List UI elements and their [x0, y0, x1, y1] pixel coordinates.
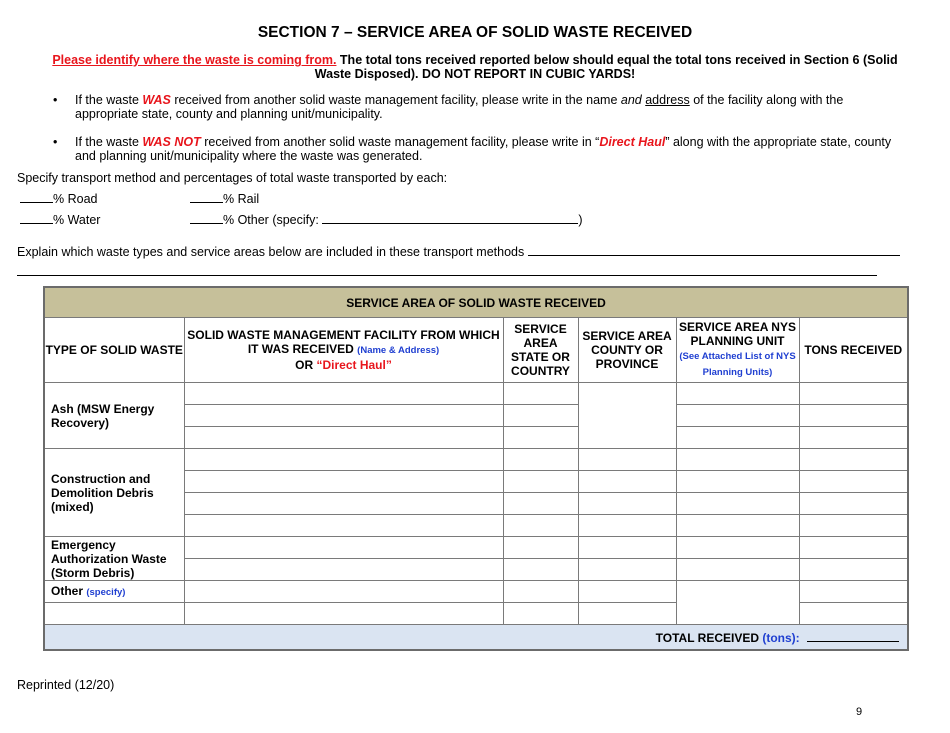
county-cell[interactable]	[578, 449, 676, 471]
col-header-state: SERVICE AREA STATE OR COUNTRY	[503, 318, 578, 383]
state-cell[interactable]	[503, 559, 578, 581]
intro-text	[40, 53, 910, 81]
col-header-nys: SERVICE AREA NYS PLANNING UNIT (See Attached List of NYS Planning Units)	[676, 318, 799, 383]
bullet-was-not: • If the waste WAS NOT received from another solid waste management facility, please write in “Direct Haul” along with the appropriate state, county and planning unit/municipality where the waste was generated.	[53, 135, 892, 163]
state-cell[interactable]	[503, 603, 578, 625]
state-cell[interactable]	[503, 427, 578, 449]
state-cell[interactable]	[503, 449, 578, 471]
tons-cell[interactable]	[799, 471, 908, 493]
tons-cell[interactable]	[799, 537, 908, 559]
tons-cell[interactable]	[799, 581, 908, 603]
nys-cell[interactable]	[676, 515, 799, 537]
county-cell[interactable]	[578, 515, 676, 537]
county-cell[interactable]	[578, 537, 676, 559]
type-emergency: Emergency Authorization Waste (Storm Debris)	[44, 537, 184, 581]
tons-cell[interactable]	[799, 515, 908, 537]
service-area-table	[43, 286, 909, 651]
total-received-row: TOTAL RECEIVED (tons):	[44, 625, 908, 651]
type-ash: Ash (MSW Energy Recovery)	[44, 383, 184, 449]
county-cell[interactable]	[578, 581, 676, 603]
transport-prompt: Specify transport method and percentages of total waste transported by each:	[17, 171, 448, 185]
county-cell[interactable]	[578, 383, 676, 449]
tons-cell[interactable]	[799, 559, 908, 581]
facility-cell[interactable]	[184, 383, 503, 405]
facility-cell[interactable]	[184, 449, 503, 471]
rail-field[interactable]: % Rail	[190, 191, 259, 206]
county-cell[interactable]	[578, 493, 676, 515]
tons-cell[interactable]	[799, 405, 908, 427]
nys-cell[interactable]	[676, 581, 799, 625]
water-field[interactable]: % Water	[20, 212, 100, 227]
state-cell[interactable]	[503, 537, 578, 559]
explain-line-2[interactable]	[17, 275, 877, 276]
nys-cell[interactable]	[676, 559, 799, 581]
state-cell[interactable]	[503, 581, 578, 603]
road-field[interactable]: % Road	[20, 191, 97, 206]
state-cell[interactable]	[503, 471, 578, 493]
state-cell[interactable]	[503, 383, 578, 405]
tons-cell[interactable]	[799, 449, 908, 471]
state-cell[interactable]	[503, 515, 578, 537]
type-other: Other (specify)	[44, 581, 184, 603]
state-cell[interactable]	[503, 493, 578, 515]
nys-cell[interactable]	[676, 405, 799, 427]
bullet-was: • If the waste WAS received from another solid waste management facility, please write in the name and address of the facility along with the appropriate state, county and planning unit/municipality.	[53, 93, 844, 121]
state-cell[interactable]	[503, 405, 578, 427]
facility-cell[interactable]	[184, 603, 503, 625]
total-received-field[interactable]	[807, 630, 899, 642]
nys-cell[interactable]	[676, 471, 799, 493]
col-header-county: SERVICE AREA COUNTY OR PROVINCE	[578, 318, 676, 383]
county-cell[interactable]	[578, 603, 676, 625]
facility-cell[interactable]	[184, 515, 503, 537]
tons-cell[interactable]	[799, 427, 908, 449]
other-transport-field[interactable]: % Other (specify: )	[190, 212, 583, 227]
nys-cell[interactable]	[676, 493, 799, 515]
bullet-dot-icon: •	[53, 135, 58, 149]
intro-bold-text: The total tons received reported below should equal the total tons received in Section 6 (Solid Waste Disposed). DO NOT REPORT IN CUBIC YARDS!	[314, 53, 898, 81]
table-band-title: SERVICE AREA OF SOLID WASTE RECEIVED	[44, 287, 908, 318]
facility-cell[interactable]	[184, 405, 503, 427]
facility-cell[interactable]	[184, 581, 503, 603]
facility-cell[interactable]	[184, 471, 503, 493]
tons-cell[interactable]	[799, 493, 908, 515]
other-specify-cell[interactable]	[44, 603, 184, 625]
facility-cell[interactable]	[184, 427, 503, 449]
col-header-facility: SOLID WASTE MANAGEMENT FACILITY FROM WHICH IT WAS RECEIVED (Name & Address) OR “Direct Haul”	[184, 318, 503, 383]
type-cd: Construction and Demolition Debris (mixed)	[44, 449, 184, 537]
county-cell[interactable]	[578, 559, 676, 581]
col-header-type: TYPE OF SOLID WASTE	[44, 318, 184, 383]
col-header-tons: TONS RECEIVED	[799, 318, 908, 383]
tons-cell[interactable]	[799, 603, 908, 625]
facility-cell[interactable]	[184, 559, 503, 581]
explain-field[interactable]: Explain which waste types and service areas below are included in these transport methods	[17, 244, 900, 259]
nys-cell[interactable]	[676, 537, 799, 559]
facility-cell[interactable]	[184, 493, 503, 515]
facility-cell[interactable]	[184, 537, 503, 559]
county-cell[interactable]	[578, 471, 676, 493]
tons-cell[interactable]	[799, 383, 908, 405]
intro-red-text: Please identify where the waste is coming from.	[52, 53, 337, 67]
bullet-dot-icon: •	[53, 93, 58, 107]
section-title: SECTION 7 – SERVICE AREA OF SOLID WASTE RECEIVED	[257, 24, 693, 41]
page-number: 9	[856, 706, 863, 718]
nys-cell[interactable]	[676, 427, 799, 449]
nys-cell[interactable]	[676, 383, 799, 405]
footer-reprinted: Reprinted (12/20)	[17, 678, 115, 692]
nys-cell[interactable]	[676, 449, 799, 471]
